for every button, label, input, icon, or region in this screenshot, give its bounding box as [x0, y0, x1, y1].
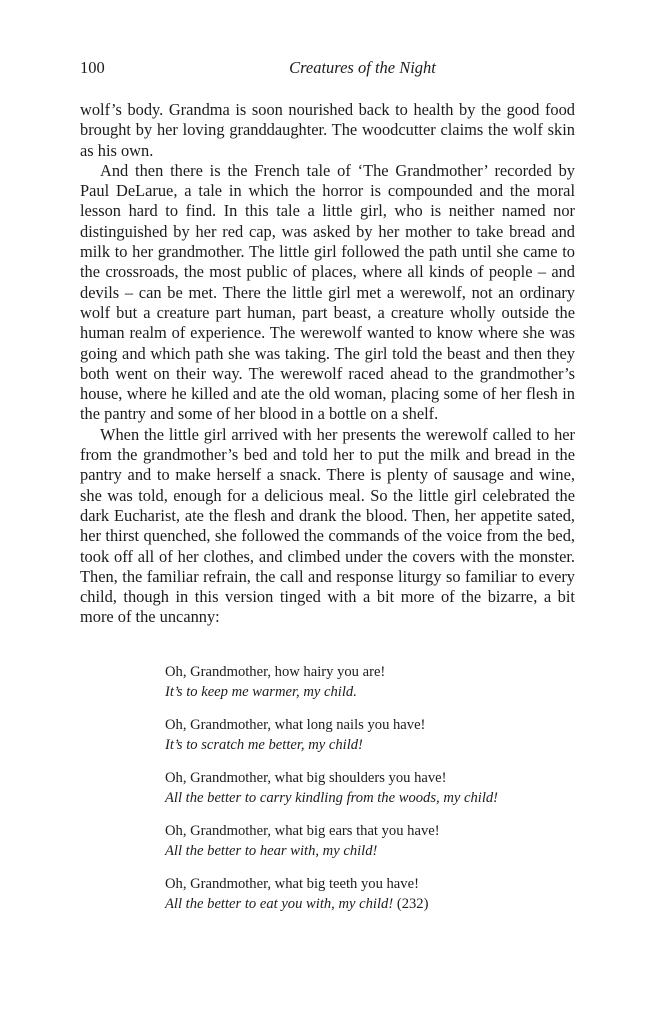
verse-call: Oh, Grandmother, what big shoulders you have! [165, 770, 447, 786]
verse-stanza [165, 716, 565, 755]
verse-call: Oh, Grandmother, what long nails you have! [165, 717, 426, 733]
running-title: Creatures of the Night [289, 58, 436, 77]
page-number: 100 [80, 58, 105, 77]
verse-stanza [165, 875, 565, 914]
verse-call: Oh, Grandmother, what big teeth you have! [165, 876, 419, 892]
verse-call: Oh, Grandmother, how hairy you are! [165, 664, 386, 680]
verse-reply: All the better to eat you with, my child! [165, 895, 394, 912]
verse-reply: It’s to scratch me better, my child! [165, 736, 363, 753]
verse-stanza [165, 822, 565, 861]
citation: (232) [396, 895, 429, 912]
paragraph: When the little girl arrived with her presents the werewolf called to her from the grandmother’s bed and told her to put the milk and bread in the pantry and to make herself a snack. There is plenty of sausage and wine, she was told, enough for a delicious meal. So the little girl celebrated the dark Eucharist, ate the flesh and drank the blood. Then, her appetite sated, her thirst quenched, she followed the commands of the voice from the bed, took off all of her clothes, and climbed under the covers with the monster. Then, the familiar refrain, the call and response liturgy so familiar to every child, though in this version tinged with a bit more of the bizarre, a bit more of the uncanny: [80, 424, 575, 627]
paragraph: wolf’s body. Grandma is soon nourished back to health by the good food brought by her loving granddaughter. The woodcutter claims the wolf skin as his own. [80, 100, 575, 160]
verse-reply: It’s to keep me warmer, my child. [165, 683, 357, 700]
body-text [80, 100, 575, 628]
verse-reply: All the better to carry kindling from the woods, my child! [165, 789, 499, 806]
paragraph: And then there is the French tale of ‘The Grandmother’ recorded by Paul DeLarue, a tale in which the horror is compounded and the moral lesson hard to find. In this tale a little girl, who is neither named nor distinguished by her red cap, was asked by her mother to take bread and milk to her grandmother. The little girl followed the path until she came to the crossroads, the most public of places, where all kinds of people – and devils – can be met. There the little girl met a werewolf, not an ordinary wolf but a creature part human, part beast, a creature wholly outside the human realm of experience. The werewolf wanted to know where she was going and which path she was taking. The girl told the beast and then they both went on their way. The werewolf raced ahead to the grandmother’s house, where he killed and ate the old woman, placing some of her flesh in the pantry and some of her blood in a bottle on a shelf. [80, 160, 575, 424]
verse-last-line [165, 895, 565, 915]
verse-stanza [165, 663, 565, 702]
verse-block [165, 663, 565, 928]
page-header [80, 58, 575, 82]
verse-stanza [165, 769, 565, 808]
verse-call: Oh, Grandmother, what big ears that you have! [165, 823, 440, 839]
verse-reply: All the better to hear with, my child! [165, 842, 378, 859]
